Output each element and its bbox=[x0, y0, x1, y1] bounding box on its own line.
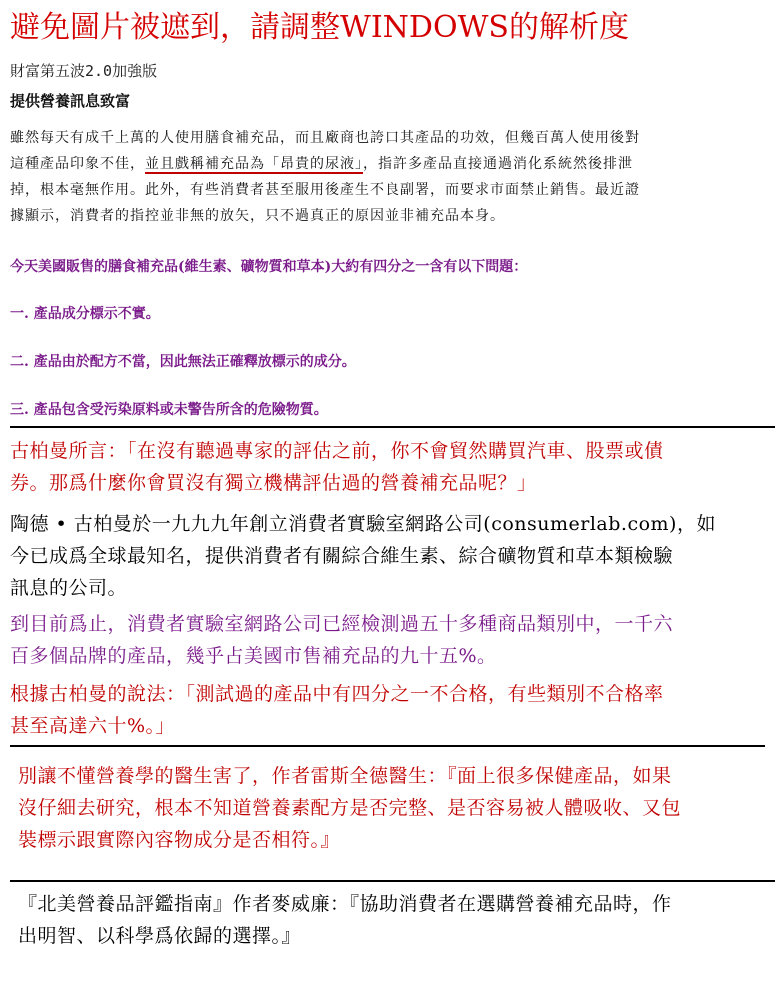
cooperman-quote bbox=[10, 435, 770, 499]
bio-line: 訊息的公司。 bbox=[10, 577, 128, 599]
quote-line: 甚至高達六十%。」 bbox=[10, 715, 176, 737]
intro-line: 雖然每天有成千上萬的人使用膳食補充品，而且廠商也誇口其產品的功效，但幾百萬人使用後對 bbox=[10, 130, 640, 146]
quote-line: 『北美營養品評鑑指南』作者麥威廉：『協助消費者在選購營養補充品時，作 bbox=[18, 893, 672, 915]
intro-line bbox=[10, 151, 770, 177]
problems-heading: 今天美國販售的膳食補充品(維生素、礦物質和草本)大約有四分之一含有以下問題： bbox=[10, 259, 528, 275]
bio-paragraph bbox=[10, 508, 770, 604]
cooperman-finding-quote bbox=[10, 678, 770, 742]
intro-line: 掉，根本毫無作用。此外，有些消費者甚至服用後產生不良副署，而要求市面禁止銷售。最近證 bbox=[10, 182, 640, 198]
underlined-phrase: 並且戲稱補充品為「昂貴的尿液」 bbox=[145, 156, 363, 172]
intro-paragraph bbox=[10, 125, 770, 229]
bio-line: 陶德 • 古柏曼於一九九九年創立消費者實驗室網路公司(consumerlab.com)，如 bbox=[10, 513, 716, 535]
stat-paragraph bbox=[10, 608, 770, 672]
quote-line: 沒仔細去研究，根本不知道營養素配方是否完整、是否容易被人體吸收、又包 bbox=[18, 797, 682, 819]
quote-line: 古柏曼所言：「在沒有聽過專家的評估之前，你不會貿然購買汽車、股票或債 bbox=[10, 440, 664, 462]
quote-line: 根據古柏曼的說法：「測試過的產品中有四分之一不合格，有些類別不合格率 bbox=[10, 683, 664, 705]
problem-item: 一. 產品成分標示不實。 bbox=[10, 306, 160, 322]
intro-line: 據顯示，消費者的指控並非無的放矢，只不過真正的原因並非補充品本身。 bbox=[10, 208, 505, 224]
stat-line: 百多個品牌的產品，幾乎占美國市售補充品的九十五%。 bbox=[10, 645, 497, 667]
quote-line: 出明智、以科學爲依歸的選擇。』 bbox=[18, 925, 302, 947]
bio-line: 今已成爲全球最知名，提供消費者有關綜合維生素、綜合礦物質和草本類檢驗 bbox=[10, 545, 674, 567]
quote-line: 券。那爲什麼你會買沒有獨立機構評估過的營養補充品呢？」 bbox=[10, 472, 537, 494]
stat-line: 到目前爲止，消費者實驗室網路公司已經檢測過五十多種商品類別中，一千六 bbox=[10, 613, 674, 635]
quote-line: 裝標示跟實際內容物成分是否相符。』 bbox=[18, 829, 341, 851]
divider bbox=[10, 745, 765, 747]
intro-text: 這種產品印象不佳， bbox=[10, 156, 145, 172]
problem-item: 三. 產品包含受污染原料或未警告所含的危險物質。 bbox=[10, 402, 328, 418]
intro-text: ，指許多產品直接通過消化系統然後排泄 bbox=[363, 156, 633, 172]
divider bbox=[10, 880, 775, 882]
problem-item: 二. 產品由於配方不當，因此無法正確釋放標示的成分。 bbox=[10, 354, 356, 370]
doctor-quote bbox=[18, 760, 768, 856]
page-title: 避免圖片被遮到，請調整WINDOWS的解析度 bbox=[10, 10, 629, 45]
guide-author-quote bbox=[18, 888, 768, 952]
divider bbox=[10, 426, 775, 428]
section-heading: 提供營養訊息致富 bbox=[10, 92, 131, 110]
edition-label: 財富第五波2.0加強版 bbox=[10, 62, 158, 80]
quote-line: 別讓不懂營養學的醫生害了，作者雷斯全德醫生：『面上很多保健產品，如果 bbox=[18, 765, 672, 787]
